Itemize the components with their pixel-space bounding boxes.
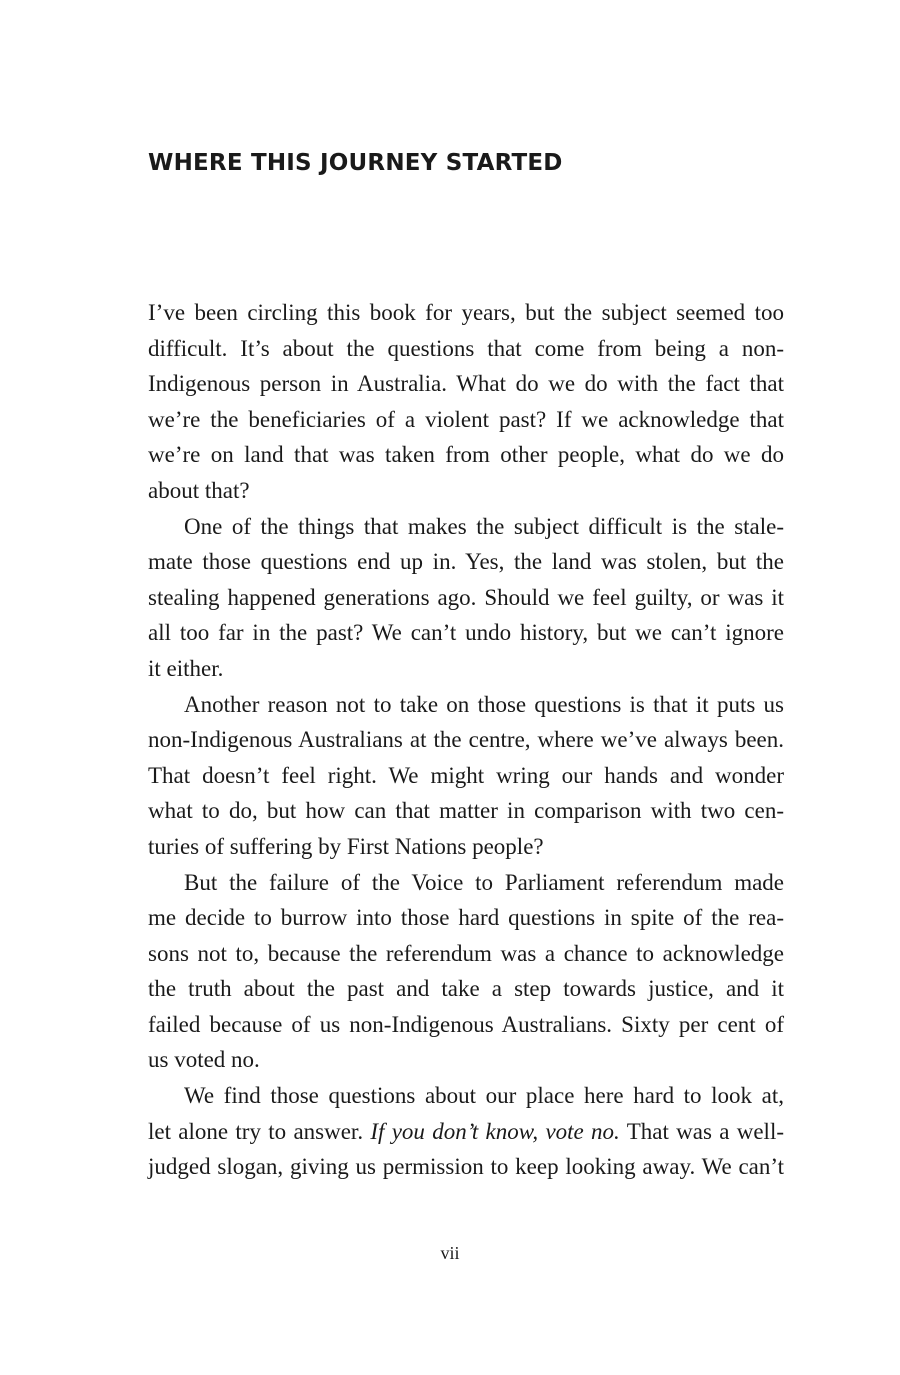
- text-line: us voted no.: [148, 1047, 260, 1073]
- text-line: Another reason not to take on those questions is that it puts us: [184, 691, 784, 717]
- text-line: mate those questions end up in. Yes, the land was stolen, but the: [148, 549, 784, 575]
- body-text: [148, 295, 784, 1185]
- text-line: I’ve been circling this book for years, but the subject seemed too: [148, 300, 784, 325]
- paragraph-1: [148, 295, 784, 509]
- chapter-heading: WHERE THIS JOURNEY STARTED: [148, 150, 563, 176]
- text-line: we’re on land that was taken from other people, what do we do: [148, 442, 784, 468]
- text-line: about that?: [148, 477, 250, 503]
- text-line: stealing happened generations ago. Should we feel guilty, or was it: [148, 584, 784, 610]
- text-line: difficult. It’s about the questions that come from being a non-: [148, 335, 784, 361]
- text-line: judged slogan, giving us permission to keep looking away. We can’t: [148, 1154, 784, 1180]
- paragraph-4: [148, 865, 784, 1079]
- text-line: we’re the beneficiaries of a violent past? If we acknowledge that: [148, 406, 784, 432]
- text-line: it either.: [148, 655, 224, 681]
- paragraph-5: [148, 1078, 784, 1185]
- text-line: We find those questions about our place here hard to look at,: [184, 1083, 784, 1109]
- paragraph-3: [148, 687, 784, 865]
- text-line: One of the things that makes the subject difficult is the stale-: [184, 513, 784, 539]
- text-line: [148, 1114, 784, 1150]
- text-line: That doesn’t feel right. We might wring our hands and wonder: [148, 762, 784, 788]
- text-line: sons not to, because the referendum was a chance to acknowledge: [148, 940, 784, 966]
- text-run: That was a well-: [619, 1118, 784, 1144]
- text-line: me decide to burrow into those hard questions in spite of the rea-: [148, 905, 784, 931]
- text-line: failed because of us non-Indigenous Australians. Sixty per cent of: [148, 1011, 784, 1037]
- text-line: But the failure of the Voice to Parliament referendum made: [184, 869, 784, 895]
- text-line: the truth about the past and take a step towards justice, and it: [148, 976, 784, 1002]
- page-number: vii: [440, 1243, 460, 1263]
- italic-slogan: If you don’t know, vote no.: [370, 1118, 620, 1144]
- text-line: all too far in the past? We can’t undo history, but we can’t ignore: [148, 620, 784, 646]
- text-line: what to do, but how can that matter in comparison with two cen-: [148, 798, 784, 824]
- paragraph-2: [148, 509, 784, 687]
- text-run: let alone try to answer.: [148, 1118, 371, 1144]
- text-line: Indigenous person in Australia. What do we do with the fact that: [148, 371, 784, 397]
- text-line: non-Indigenous Australians at the centre, where we’ve always been.: [148, 727, 784, 753]
- text-line: turies of suffering by First Nations people?: [148, 833, 544, 859]
